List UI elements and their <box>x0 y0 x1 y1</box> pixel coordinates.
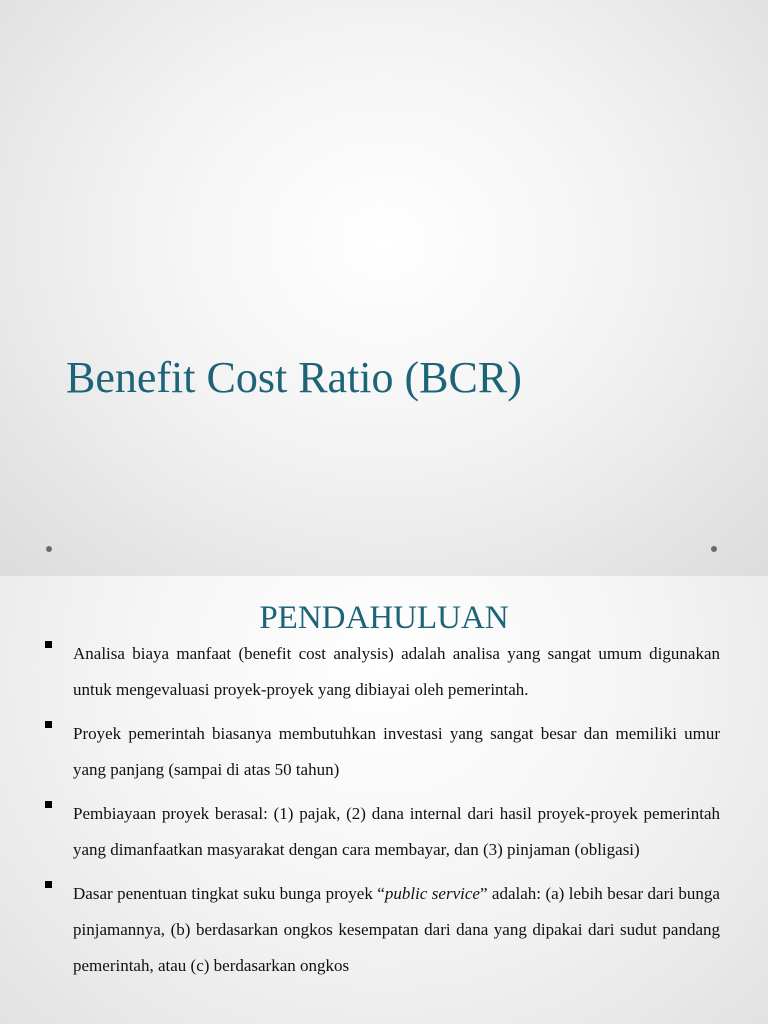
bullet-text: Pembiayaan proyek berasal: (1) pajak, (2) dana internal dari hasil proyek-proyek pemerintah yang dimanfaatkan masyarakat dengan cara membayar, dan (3) pinjaman (obligasi) <box>73 804 720 859</box>
slide-title: Benefit Cost Ratio (BCR) <box>66 353 522 402</box>
decorative-dot-left <box>46 546 52 552</box>
slide-heading: PENDAHULUAN <box>259 600 509 636</box>
bullet-text-before: Dasar penentuan tingkat suku bunga proyek “ <box>73 884 385 903</box>
list-item <box>0 876 768 984</box>
bullet-text: Proyek pemerintah biasanya membutuhkan investasi yang sangat besar dan memiliki umur yang panjang (sampai di atas 50 tahun) <box>73 724 720 779</box>
bullet-list <box>0 636 768 992</box>
content-slide <box>0 576 768 1024</box>
list-item <box>0 636 768 708</box>
square-bullet-icon <box>45 641 52 648</box>
bullet-text-after: ” adalah: (a) lebih besar dari bunga pinjamannya, (b) berdasarkan ongkos kesempatan dari dana yang dipakai dari sudut pandang pemerintah, atau (c) berdasarkan ongkos <box>73 884 720 975</box>
list-item <box>0 716 768 788</box>
square-bullet-icon <box>45 721 52 728</box>
square-bullet-icon <box>45 801 52 808</box>
list-item <box>0 796 768 868</box>
decorative-dot-right <box>711 546 717 552</box>
bullet-text <box>73 876 720 984</box>
bullet-text: Analisa biaya manfaat (benefit cost analysis) adalah analisa yang sangat umum digunakan untuk mengevaluasi proyek-proyek yang dibiayai oleh pemerintah. <box>73 644 720 699</box>
bullet-text-italic: public service <box>384 884 480 903</box>
square-bullet-icon <box>45 881 52 888</box>
